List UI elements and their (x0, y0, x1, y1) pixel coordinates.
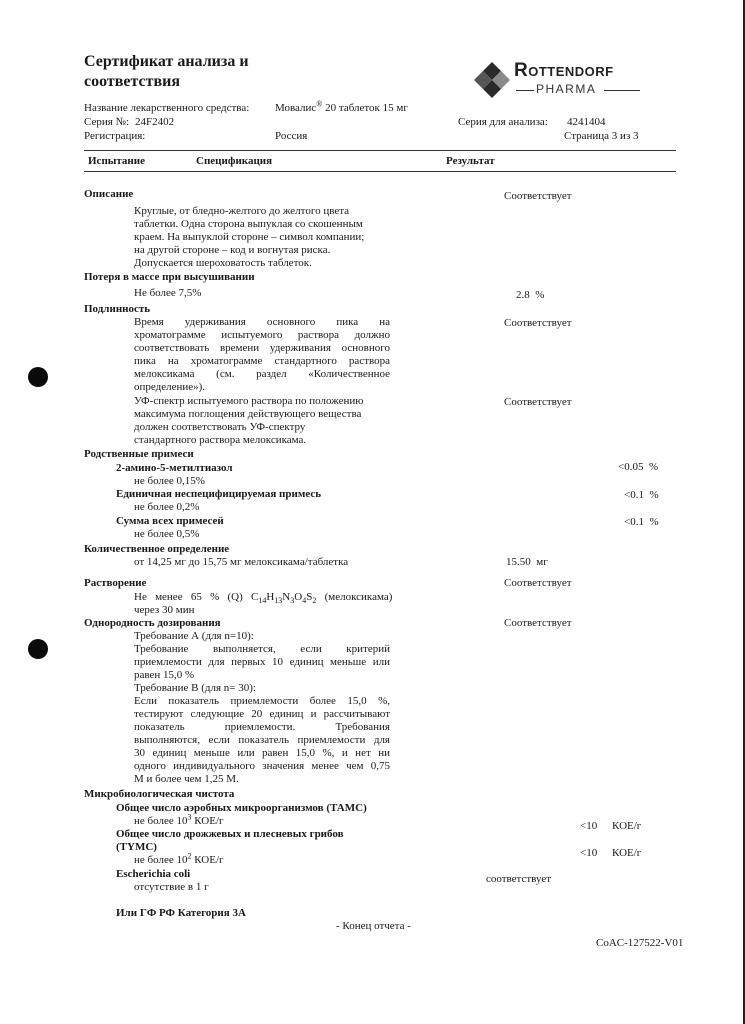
gf-note: Или ГФ РФ Категория 3А (116, 907, 246, 919)
description-title: Описание (84, 188, 134, 200)
impurity-result: <0.05 % (618, 461, 659, 473)
b-line: M и более чем 1,25 M. (134, 773, 239, 785)
b-line: 30 единиц меньше или равен 15,0 %, и нет ни (134, 747, 390, 759)
dissolution-title: Растворение (84, 577, 147, 589)
tamc-unit: КОЕ/г (612, 820, 642, 832)
impurity-result: <0.1 % (624, 516, 659, 528)
registered-mark: ® (316, 99, 323, 109)
tamc-spec (134, 812, 224, 828)
b-line: тестируют следующие 20 единиц и рассчитывают (134, 708, 390, 720)
registration-value: Россия (275, 130, 308, 142)
b-line: Если показатель приемлемости более 15,0 %, (134, 695, 390, 707)
punch-hole-top (28, 367, 48, 387)
uv-line: максимума поглощения действующего вещества (134, 408, 362, 420)
impurity-spec: не более 0,2% (134, 501, 200, 513)
analysis-series-label: Серия для анализа: (458, 116, 548, 128)
col-test: Испытание (88, 155, 145, 167)
impurity-spec: не более 0,5% (134, 528, 200, 540)
rottendorf-logo (472, 58, 647, 100)
uv-line: должен соответствовать УФ-спектру (134, 421, 306, 433)
identity-uv-text (134, 395, 390, 447)
b-line: одного индивидуального значения менее чем 0,75 (134, 760, 390, 772)
uniformity-title: Однородность дозирования (84, 617, 221, 629)
tymc-title-2: (TYMC) (116, 841, 157, 853)
formula-el: H (266, 591, 275, 603)
uv-line: УФ-спектр испытуемого раствора по положению (134, 395, 364, 407)
end-of-report: - Конец отчета - (336, 920, 411, 932)
hplc-line: пика на хроматограмме стандартного раствора (134, 355, 390, 367)
dissolution-spec (134, 591, 392, 604)
impurity-name: 2-амино-5-метилтиазол (116, 462, 233, 474)
tamc-result: <10 (580, 820, 598, 832)
ecoli-result: соответствует (486, 873, 552, 885)
col-result: Результат (446, 155, 495, 167)
assay-spec: от 14,25 мг до 15,75 мг мелоксикама/таблетка (134, 556, 349, 568)
b-line: показатель приемлемости. Требования (134, 721, 390, 733)
drug-label: Название лекарственного средства: (84, 102, 250, 114)
ecoli-title: Escherichia coli (116, 868, 191, 880)
hplc-line: хроматограмме испытуемого раствора должно (134, 329, 390, 341)
formula-sub: 2 (312, 596, 317, 606)
tymc-title: Общее число дрожжевых и плесневых грибов (116, 828, 344, 840)
impurity-spec: не более 0,15% (134, 475, 205, 487)
loss-result: 2.8 % (516, 289, 545, 301)
series-label: Серия №: (84, 116, 130, 128)
doc-title-line2: соответствия (84, 73, 181, 90)
identity-hplc-text (134, 316, 390, 394)
logo-sub: PHARMA (536, 82, 597, 96)
hplc-line: Время удерживания основного пика на (134, 316, 390, 328)
description-text (134, 205, 374, 270)
a-line: равен 15,0 % (134, 669, 195, 681)
dissolution-prefix: Не менее 65 % (Q) C (134, 591, 259, 603)
ecoli-spec: отсутствие в 1 г (134, 881, 209, 893)
micro-title: Микробиологическая чистота (84, 788, 235, 800)
drug-rest: 20 таблеток 15 мг (322, 102, 408, 114)
analysis-series-value: 4241404 (567, 116, 606, 128)
formula-sub: 4 (302, 596, 307, 606)
uv-line: стандартного раствора мелоксикама. (134, 434, 307, 446)
a-line: Требование выполняется, если критерий (134, 643, 390, 655)
hplc-result: Соответствует (504, 317, 572, 329)
b-line: выполняются, если показатель приемлемости для (134, 734, 390, 746)
impurity-result: <0.1 % (624, 489, 659, 501)
hplc-line: мелоксикама (см. раздел «Количественное (134, 368, 390, 380)
tymc-result: <10 (580, 847, 598, 859)
tymc-exp: 2 (187, 851, 192, 861)
tymc-unit: КОЕ/г (612, 847, 642, 859)
logo-rule-left (516, 90, 534, 91)
formula-sub: 3 (290, 596, 295, 606)
description-line: краем. На выпуклой стороне – символ компании; (134, 231, 365, 243)
logo-brand: Rottendorf (514, 60, 614, 81)
formula-el: S (306, 591, 313, 603)
tymc-spec (134, 851, 224, 867)
uniformity-text (134, 630, 390, 786)
dissolution-spec-line2: через 30 мин (134, 604, 195, 616)
loss-spec: Не более 7,5% (134, 287, 202, 299)
logo-rule-right (604, 90, 640, 91)
punch-hole-bottom (28, 639, 48, 659)
identity-title: Подлинность (84, 303, 151, 315)
loss-title: Потеря в массе при высушивании (84, 271, 255, 283)
diamond-logo-icon (472, 60, 512, 100)
tamc-title: Общее число аэробных микроорганизмов (ТАМС) (116, 802, 367, 814)
formula-sub: 13 (274, 596, 283, 606)
header-rule-bottom (84, 171, 676, 172)
drug-name-field (275, 99, 408, 115)
impurities-title: Родственные примеси (84, 448, 194, 460)
registration-label: Регистрация: (84, 130, 146, 142)
tymc-spec-a: не более 10 (134, 854, 188, 866)
series-value: 24F2402 (135, 116, 175, 128)
description-line: Допускается шероховатость таблеток. (134, 257, 312, 269)
uniformity-result: Соответствует (504, 617, 572, 629)
col-spec: Спецификация (196, 155, 273, 167)
dissolution-result: Соответствует (504, 577, 572, 589)
description-line: Круглые, от бледно-желтого до желтого цвета (134, 205, 350, 217)
drug-name: Мовалис (275, 102, 317, 114)
tamc-spec-a: не более 10 (134, 815, 188, 827)
document-code: CoAC-127522-V01 (596, 937, 684, 949)
dissolution-suffix: (мелоксикама) (316, 591, 393, 603)
uv-result: Соответствует (504, 396, 572, 408)
description-line: на другой стороне – код и вогнутая риска. (134, 244, 331, 256)
assay-title: Количественное определение (84, 543, 230, 555)
header-rule-top (84, 150, 676, 151)
hplc-line: определение»). (134, 381, 206, 393)
assay-result: 15.50 мг (506, 556, 548, 568)
impurity-name: Сумма всех примесей (116, 515, 224, 527)
description-line: таблетки. Одна сторона выпуклая со скошенным (134, 218, 363, 230)
formula-el: N (282, 591, 291, 603)
formula-sub: 14 (258, 596, 267, 606)
formula-el: O (294, 591, 303, 603)
req-b: Требование В (для n= 30): (134, 682, 256, 694)
tamc-exp: 3 (187, 812, 192, 822)
page-number: Страница 3 из 3 (564, 130, 639, 142)
a-line: приемлемости для первых 10 единиц меньше или (134, 656, 390, 668)
description-result: Соответствует (504, 190, 572, 202)
req-a: Требование А (для n=10): (134, 630, 254, 642)
hplc-line: соответствовать времени удерживания основного (134, 342, 390, 354)
tymc-spec-b: КОЕ/г (191, 854, 224, 866)
doc-title-line1: Сертификат анализа и (84, 53, 249, 70)
tamc-spec-b: КОЕ/г (191, 815, 224, 827)
impurity-name: Единичная неспецифицируемая примесь (116, 488, 322, 500)
